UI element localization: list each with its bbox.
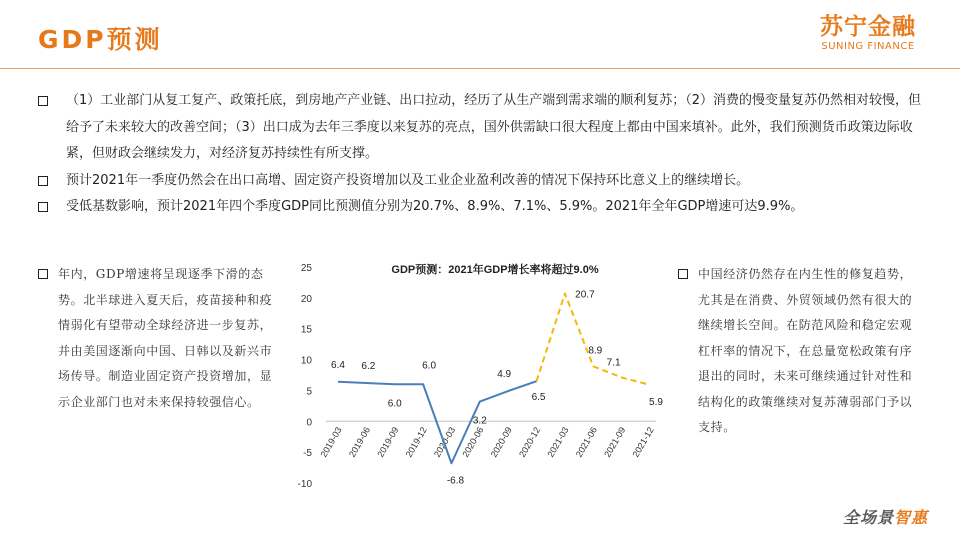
bullet-item [38,168,928,195]
data-label: 6.0 [387,398,402,410]
y-tick-label: 25 [300,263,312,274]
right-note [678,262,920,441]
x-tick-label: 2020-06 [460,425,486,459]
square-bullet-icon [38,96,48,106]
square-bullet-icon [678,269,688,279]
data-label: 6.2 [361,361,376,373]
right-note-text: 中国经济仍然存在内生性的修复趋势，尤其是在消费、外贸领域仍然有很大的继续增长空间。在防范风险和稳定宏观杠杆率的情况下，在总量宽松政策有序退出的同时，未来可继续通过针对性和结构化的政策继续对复苏薄弱部门予以支持。 [698,267,913,434]
y-tick-label: 20 [300,293,312,305]
x-tick-label: 2021-12 [630,425,656,459]
footer-brand-right: 智惠 [893,508,928,527]
x-tick-label: 2020-12 [517,425,543,459]
data-label: -6.8 [446,475,465,487]
x-tick-label: 2021-06 [573,425,600,459]
bullet-item [38,88,928,168]
y-tick-label: 5 [306,386,312,398]
bullet-item [38,194,928,221]
brand-logo-en: SUNING FINANCE [821,41,915,52]
chart-title: GDP预测：2021年GDP增长率将超过9.0% [391,264,599,276]
page-title: GDP预测 [38,25,163,54]
data-label: 6.5 [531,392,546,404]
x-tick-label: 2019-09 [375,425,401,459]
data-label: 5.9 [649,396,663,408]
y-tick-label: 0 [306,417,312,429]
left-note [38,262,278,415]
bullet-text: 预计2021年一季度仍然会在出口高增、固定资产投资增加以及工业企业盈利改善的情况下保持环比意义上的继续增长。 [66,172,750,188]
y-tick-label: 15 [300,324,312,336]
x-tick-label: 2020-03 [432,425,458,459]
bullet-text: （1）工业部门从复工复产、政策托底，到房地产产业链、出口拉动，经历了从生产端到需求端的顺利复苏；（2）消费的慢变量复苏仍然相对较慢，但给予了未来较大的改善空间；（3）出口成为去年三季度以来复苏的亮点，国外供需缺口很大程度上都由中国来填补。此外，我们预测货币政策边际收紧，但财政会继续发力，对经济复苏持续性有所支撑。 [66,93,922,161]
series-line-forecast [537,294,650,385]
x-tick-label: 2019-12 [403,425,429,459]
data-label: 4.9 [497,369,512,381]
y-tick-label: 10 [300,355,312,367]
footer-brand [843,505,928,528]
brand-logo [808,14,928,53]
y-tick-label: -5 [303,448,312,460]
data-label: 20.7 [575,289,595,301]
header-divider [0,68,960,69]
footer-brand-left: 全场景 [842,508,894,527]
brand-logo-cn: 苏宁金融 [820,14,916,40]
data-label: 6.0 [422,360,437,372]
right-note-item [678,262,920,441]
x-tick-label: 2020-09 [488,425,514,459]
left-note-text: 年内，GDP增速将呈现逐季下滑的态势。北半球进入夏天后，疫苗接种和疫情弱化有望带动全球经济进一步复苏，并由美国逐渐向中国、日韩以及新兴市场传导。制造业固定资产投资增加，显示企业部门也对未来保持较强信心。 [58,267,273,409]
left-note-item [38,262,278,415]
data-label: 3.2 [472,415,487,427]
y-tick-label: -10 [297,479,312,490]
square-bullet-icon [38,269,48,279]
x-tick-label: 2021-03 [545,425,571,459]
x-tick-label: 2019-06 [346,425,373,459]
x-tick-label: 2021-09 [602,425,628,459]
data-label: 7.1 [606,357,621,369]
data-label: 6.4 [331,359,345,371]
square-bullet-icon [38,176,48,186]
bullet-text: 受低基数影响，预计2021年四个季度GDP同比预测值分别为20.7%、8.9%、7.1%、5.9%。2021年全年GDP增速可达9.9%。 [66,199,804,214]
gdp-forecast-chart [290,258,663,493]
summary-bullets [38,88,928,221]
x-tick-label: 2019-03 [318,425,344,459]
data-label: 8.9 [588,345,603,357]
square-bullet-icon [38,202,48,212]
